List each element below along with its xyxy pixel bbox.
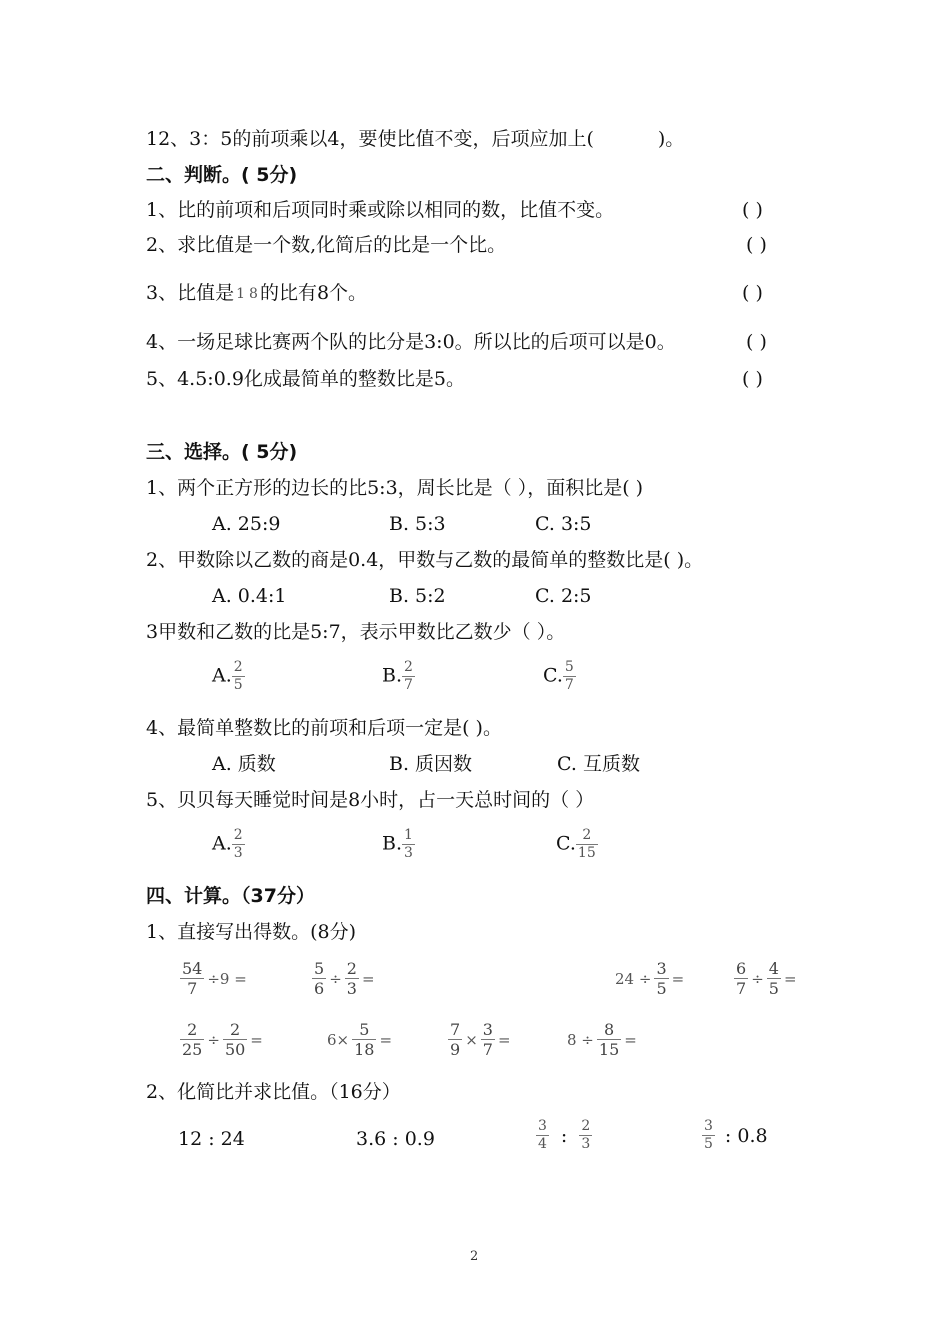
fraction-numerator: 2 — [233, 659, 243, 675]
calc-expr-7 — [448, 1021, 514, 1058]
fraction — [448, 1021, 462, 1058]
fraction-denominator: 3 — [233, 845, 243, 861]
operator: × — [465, 1030, 478, 1049]
judge-item-3-pre: 3、比值是 — [146, 282, 235, 304]
ratio-2: 3.6 : 0.9 — [356, 1128, 435, 1150]
section-calc-heading: 四、计算。（37分） — [146, 885, 315, 907]
calc-sub-1: 1、直接写出得数。(8分) — [146, 921, 357, 943]
judge-answer-4[interactable]: ( ) — [746, 331, 767, 353]
calc-expr-6 — [324, 1021, 395, 1058]
fraction-denominator: 15 — [598, 1040, 620, 1059]
choice-q2-option-b[interactable]: B. 5:2 — [389, 585, 446, 607]
fraction-numerator: 6 — [736, 959, 747, 978]
fraction-numerator: 2 — [187, 1020, 198, 1039]
option-label: C. — [556, 832, 576, 855]
operator: ÷9 = — [207, 969, 247, 988]
fraction-denominator: 8 — [249, 285, 258, 302]
fraction — [180, 960, 204, 997]
fraction — [734, 960, 748, 997]
option-label: C. — [543, 664, 563, 687]
ratio-4 — [702, 1119, 768, 1152]
choice-q1-option-c[interactable]: C. 3:5 — [535, 513, 592, 535]
equals-sign: = — [250, 1030, 263, 1049]
judge-answer-2[interactable]: ( ) — [746, 234, 767, 256]
choice-q5: 5、贝贝每天睡觉时间是8小时，占一天总时间的（ ） — [146, 789, 595, 811]
fraction-denominator: 7 — [736, 979, 747, 998]
operand: 6× — [327, 1030, 350, 1049]
fraction-numerator: 3 — [656, 959, 667, 978]
judge-item-3-post: 的比有8个。 — [259, 282, 368, 304]
choice-q4-option-a[interactable]: A. 质数 — [212, 753, 276, 775]
fraction-numerator: 1 — [404, 827, 413, 843]
fraction-denominator: 5 — [704, 1136, 713, 1152]
calc-expr-1 — [180, 960, 250, 997]
choice-q5-option-a[interactable] — [212, 828, 245, 861]
fraction-numerator: 8 — [603, 1020, 615, 1039]
fraction-denominator: 7 — [404, 677, 413, 693]
judge-item-4: 4、一场足球比赛两个队的比分是3:0。所以比的后项可以是0。 — [146, 331, 676, 353]
fraction-numerator: 2 — [233, 827, 243, 843]
ratio-rest: : 0.8 — [724, 1124, 768, 1147]
equals-sign: = — [379, 1030, 393, 1049]
choice-q4-option-c[interactable]: C. 互质数 — [557, 753, 640, 775]
fraction-denominator: 7 — [564, 677, 574, 693]
fraction — [767, 960, 781, 997]
fraction-numerator: 2 — [581, 1118, 591, 1134]
fraction — [232, 828, 245, 861]
judge-item-1: 1、比的前项和后项同时乘或除以相同的数，比值不变。 — [146, 199, 615, 221]
fraction-numerator: 2 — [404, 659, 413, 675]
fraction — [563, 660, 576, 693]
fraction — [223, 1021, 247, 1058]
question-12 — [146, 127, 684, 151]
fraction — [536, 1119, 549, 1152]
fraction-denominator: 15 — [577, 845, 596, 861]
fraction-denominator: 6 — [314, 979, 325, 998]
option-label: B. — [382, 832, 403, 855]
fraction-numerator: 54 — [182, 959, 203, 978]
fraction-denominator: 3 — [581, 1136, 591, 1152]
operator: ÷ — [751, 969, 764, 988]
fraction-denominator: 7 — [482, 1040, 493, 1059]
judge-answer-3[interactable]: ( ) — [742, 282, 763, 304]
fraction — [597, 1021, 621, 1058]
fraction — [702, 1119, 715, 1152]
choice-q4: 4、最简单整数比的前项和后项一定是( )。 — [146, 717, 502, 739]
page-number: 2 — [470, 1249, 479, 1264]
ratio-separator: : — [560, 1124, 568, 1147]
fraction-denominator: 18 — [354, 1040, 375, 1059]
fraction-denominator: 50 — [224, 1040, 246, 1059]
fraction-denominator: 9 — [450, 1040, 461, 1059]
fraction-denominator: 5 — [233, 677, 243, 693]
judge-answer-5[interactable]: ( ) — [742, 368, 763, 390]
fraction — [352, 1021, 376, 1058]
section-judge-heading: 二、判断。( 5分) — [146, 164, 298, 186]
question-12-tail: )。 — [657, 128, 685, 150]
equals-sign: = — [783, 969, 797, 988]
equals-sign: = — [671, 969, 685, 988]
choice-q5-option-b[interactable] — [382, 828, 415, 861]
choice-q2-option-a[interactable]: A. 0.4:1 — [212, 585, 287, 607]
operand: 8 ÷ — [567, 1030, 594, 1049]
fraction — [579, 1119, 592, 1152]
choice-q1-option-b[interactable]: B. 5:3 — [389, 513, 446, 535]
choice-q2: 2、甲数除以乙数的商是0.4，甲数与乙数的最简单的整数比是( )。 — [146, 549, 704, 571]
equals-sign: = — [361, 969, 375, 988]
equals-sign: = — [497, 1030, 511, 1049]
choice-q3-option-a[interactable] — [212, 660, 245, 693]
fraction — [345, 960, 359, 997]
fraction-denominator: 5 — [656, 979, 667, 998]
fraction-numerator: 5 — [564, 659, 574, 675]
choice-q1-option-a[interactable]: A. 25:9 — [212, 513, 281, 535]
choice-q3-option-b[interactable] — [382, 660, 415, 693]
fraction-denominator: 25 — [182, 1040, 203, 1059]
fraction-denominator: 5 — [768, 979, 779, 998]
section-choice-heading: 三、选择。( 5分) — [146, 441, 298, 463]
equals-sign: = — [624, 1030, 637, 1049]
choice-q1: 1、两个正方形的边长的比5:3，周长比是（ ），面积比是( ) — [146, 477, 644, 499]
fraction-numerator: 3 — [482, 1020, 493, 1039]
fraction — [654, 960, 668, 997]
question-12-text: 12、3：5的前项乘以4，要使比值不变，后项应加上( — [146, 128, 594, 150]
judge-answer-1[interactable]: ( ) — [742, 199, 763, 221]
fraction-one-eighth — [234, 286, 260, 303]
fraction — [576, 828, 598, 861]
judge-item-3 — [146, 278, 367, 308]
calc-expr-2 — [312, 960, 378, 997]
judge-item-2: 2、求比值是一个数,化简后的比是一个比。 — [146, 234, 507, 256]
calc-sub-2: 2、化简比并求比值。（16分） — [146, 1081, 401, 1103]
choice-q2-option-c[interactable]: C. 2:5 — [535, 585, 592, 607]
fraction-numerator: 2 — [346, 959, 357, 978]
fraction — [481, 1021, 495, 1058]
operator: ÷ — [329, 969, 342, 988]
ratio-1: 12 : 24 — [178, 1128, 245, 1150]
fraction — [180, 1021, 204, 1058]
fraction-denominator: 7 — [187, 979, 198, 998]
choice-q4-option-b[interactable]: B. 质因数 — [389, 753, 473, 775]
fraction-numerator: 7 — [450, 1020, 461, 1039]
judge-item-5: 5、4.5:0.9化成最简单的整数比是5。 — [146, 368, 466, 390]
fraction — [312, 960, 326, 997]
fraction-denominator: 3 — [346, 979, 357, 998]
calc-expr-8 — [564, 1021, 640, 1058]
fraction-numerator: 4 — [768, 959, 779, 978]
option-label: B. — [382, 664, 403, 687]
calc-expr-5 — [180, 1021, 266, 1058]
fraction — [402, 660, 415, 693]
fraction-numerator: 5 — [359, 1020, 370, 1039]
fraction-numerator: 2 — [230, 1020, 241, 1039]
calc-expr-4 — [734, 960, 800, 997]
fraction — [232, 660, 245, 693]
fraction-numerator: 3 — [538, 1118, 547, 1134]
operand: 24 ÷ — [615, 969, 652, 988]
fraction-numerator: 5 — [314, 959, 325, 978]
calc-expr-3 — [612, 960, 687, 997]
fraction — [402, 828, 415, 861]
choice-q3-option-c[interactable] — [543, 660, 576, 693]
fraction-numerator: 2 — [582, 827, 592, 843]
ratio-3 — [536, 1119, 592, 1152]
fraction-denominator: 3 — [404, 845, 413, 861]
fraction-denominator: 4 — [538, 1136, 547, 1152]
fraction-numerator: 1 — [236, 285, 246, 302]
option-label: A. — [212, 832, 232, 855]
choice-q3: 3甲数和乙数的比是5:7，表示甲数比乙数少（ ）。 — [146, 621, 566, 643]
choice-q5-option-c[interactable] — [556, 828, 598, 861]
fraction-numerator: 3 — [704, 1118, 713, 1134]
option-label: A. — [212, 664, 232, 687]
operator: ÷ — [207, 1030, 220, 1049]
